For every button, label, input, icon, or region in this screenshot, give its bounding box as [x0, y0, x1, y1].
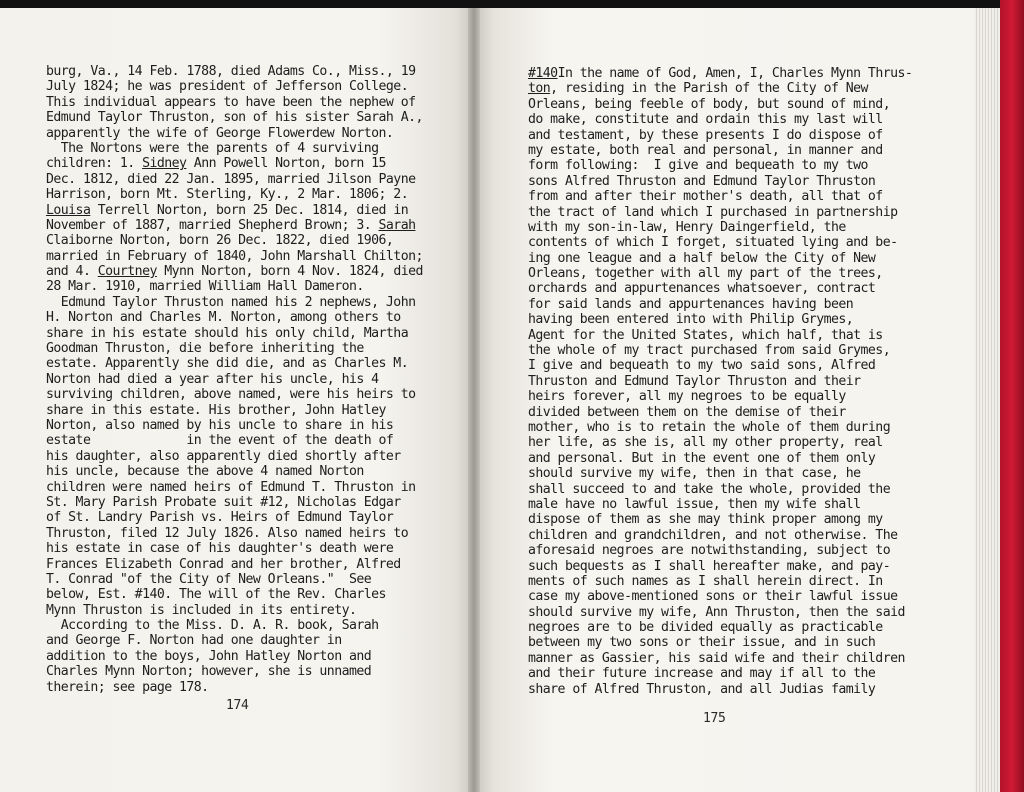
text-line: Frances Elizabeth Conrad and her brother, Alfred	[46, 556, 401, 572]
text-line: burg, Va., 14 Feb. 1788, died Adams Co., Miss., 19	[46, 64, 416, 79]
text-line: below, Est. #140. The will of the Rev. Charles	[46, 587, 386, 603]
text-line: shall succeed to and take the whole, provided the	[528, 481, 891, 497]
text-line: and 4. Courtney Mynn Norton, born 4 Nov. 1824, died	[46, 264, 423, 280]
text-line: estate in the event of the death of	[46, 433, 394, 449]
text-line: manner as Gassier, his said wife and their children	[528, 650, 905, 666]
underlined-word: #140	[528, 66, 558, 81]
text-line: Goodman Thruston, die before inheriting the	[46, 341, 364, 357]
text-line: contents of which I forget, situated lying and be-	[528, 235, 898, 251]
text-line: from and after their mother's death, all that of	[528, 189, 883, 205]
text-line: therein; see page 178.	[46, 679, 209, 695]
text-line: ing one league and a half below the City of New	[528, 250, 876, 266]
text-line: Charles Mynn Norton; however, she is unnamed	[46, 664, 372, 680]
text-line: ments of such names as I shall herein direct. In	[528, 573, 883, 589]
text-line: negroes are to be divided equally as practicable	[528, 620, 883, 636]
text-line: his estate in case of his daughter's death were	[46, 541, 394, 557]
text-line: male have no lawful issue, then my wife shall	[528, 496, 861, 512]
top-shadow	[0, 0, 1000, 8]
text-line: orchards and appurtenances whatsoever, contract	[528, 281, 876, 297]
text-line: share of Alfred Thruston, and all Judias family	[528, 681, 876, 697]
text-line: Claiborne Norton, born 26 Dec. 1822, died 1906,	[46, 233, 394, 249]
text-line: heirs forever, all my negroes to be equally	[528, 389, 846, 405]
text-line: children and grandchildren, and not otherwise. The	[528, 527, 898, 543]
text-line: case my above-mentioned sons or their lawful issue	[528, 589, 898, 605]
text-line: Harrison, born Mt. Sterling, Ky., 2 Mar. 1806; 2.	[46, 187, 409, 203]
page-number-left: 174	[226, 698, 249, 713]
text-line: estate. Apparently she did die, and as Charles M.	[46, 356, 409, 372]
text-line: 28 Mar. 1910, married William Hall Dameron.	[46, 279, 364, 295]
text-line: Dec. 1812, died 22 Jan. 1895, married Jilson Payne	[46, 171, 416, 187]
text-line: Norton had died a year after his uncle, his 4	[46, 371, 379, 387]
text-line: addition to the boys, John Hatley Norton and	[46, 648, 372, 664]
text-line: July 1824; he was president of Jefferson College.	[46, 79, 409, 95]
text-line: form following: I give and bequeath to my two	[528, 158, 868, 174]
text-line: should survive my wife, Ann Thruston, then the said	[528, 604, 905, 620]
text-line: Louisa Terrell Norton, born 25 Dec. 1814, died in	[46, 202, 409, 218]
text-line: sons Alfred Thruston and Edmund Taylor Thruston	[528, 173, 876, 189]
text-line: his uncle, because the above 4 named Norton	[46, 464, 364, 480]
text-line: Mynn Thruston is included in its entirety.	[46, 602, 357, 618]
text-line: his daughter, also apparently died shortly after	[46, 448, 401, 464]
text-line: should survive my wife, then in that case, he	[528, 466, 861, 482]
text-line: children were named heirs of Edmund T. Thruston in	[46, 479, 416, 495]
text-line: divided between them on the demise of their	[528, 404, 846, 420]
text-line: T. Conrad "of the City of New Orleans." See	[46, 571, 372, 587]
text-line: the whole of my tract purchased from said Grymes,	[528, 343, 891, 359]
book-gutter	[468, 8, 480, 792]
text-line: her life, as she is, all my other property, real	[528, 435, 883, 451]
underlined-word: Courtney	[97, 264, 157, 280]
left-page-text	[46, 64, 423, 695]
text-line: I give and bequeath to my two said sons, Alfred	[528, 358, 876, 374]
text-line: dispose of them as she may think proper among my	[528, 512, 883, 528]
text-line: married in February of 1840, John Marshall Chilton;	[46, 248, 423, 264]
text-line: with my son-in-law, Henry Daingerfield, the	[528, 219, 846, 235]
text-line: apparently the wife of George Flowerdew Norton.	[46, 125, 394, 141]
text-line: #140In the name of God, Amen, I, Charles Mynn Thrus-	[528, 66, 913, 81]
text-line: This individual appears to have been the nephew of	[46, 94, 416, 110]
right-page-text	[528, 66, 912, 697]
text-line: Norton, also named by his uncle to share in his	[46, 417, 394, 433]
text-line: and George F. Norton had one daughter in	[46, 633, 342, 649]
text-line: Thruston and Edmund Taylor Thruston and their	[528, 373, 861, 389]
text-line: H. Norton and Charles M. Norton, among others to	[46, 310, 401, 326]
page-edges	[974, 8, 1000, 792]
underlined-word: Louisa	[46, 202, 91, 218]
text-line: and personal. But in the event one of them only	[528, 450, 876, 466]
text-line: St. Mary Parish Probate suit #12, Nicholas Edgar	[46, 494, 401, 510]
underlined-word: Sidney	[142, 156, 187, 172]
text-line: such bequests as I shall hereafter make, and pay-	[528, 558, 891, 574]
text-line: share in this estate. His brother, John Hatley	[46, 402, 386, 418]
text-line: my estate, both real and personal, in manner and	[528, 142, 883, 158]
text-line: surviving children, above named, were his heirs to	[46, 387, 416, 403]
text-line: November of 1887, married Shepherd Brown; 3. Sarah	[46, 217, 416, 233]
text-line: and their future increase and may if all to the	[528, 666, 876, 682]
underlined-word: Sarah	[378, 217, 416, 233]
text-line: children: 1. Sidney Ann Powell Norton, born 15	[46, 156, 386, 172]
text-line: and testament, by these presents I do dispose of	[528, 127, 883, 143]
text-line: of St. Landry Parish vs. Heirs of Edmund Taylor	[46, 510, 394, 526]
text-line: Agent for the United States, which half, that is	[528, 327, 883, 343]
text-line: do make, constitute and ordain this my last will	[528, 112, 883, 128]
page-number-right: 175	[703, 711, 726, 726]
text-line: Orleans, being feeble of body, but sound of mind,	[528, 96, 891, 112]
text-line: Orleans, together with all my part of the trees,	[528, 266, 883, 282]
text-line: Edmund Taylor Thruston named his 2 nephews, John	[46, 294, 416, 310]
text-line: having been entered into with Philip Grymes,	[528, 312, 854, 328]
text-line: the tract of land which I purchased in partnership	[528, 204, 898, 220]
text-line: between my two sons or their issue, and in such	[528, 635, 876, 651]
text-line: The Nortons were the parents of 4 surviving	[46, 140, 379, 156]
text-line: for said lands and appurtenances having been	[528, 296, 854, 312]
text-line: aforesaid negroes are notwithstanding, subject to	[528, 543, 891, 559]
text-line: Edmund Taylor Thruston, son of his sister Sarah A.,	[46, 110, 423, 126]
text-line: mother, who is to retain the whole of them during	[528, 419, 891, 435]
text-line: According to the Miss. D. A. R. book, Sarah	[46, 618, 379, 634]
text-line: share in his estate should his only child, Martha	[46, 325, 409, 341]
text-line: ton, residing in the Parish of the City of New	[528, 81, 868, 97]
text-line: Thruston, filed 12 July 1826. Also named heirs to	[46, 525, 409, 541]
book-cover-edge	[1000, 0, 1024, 792]
underlined-word: ton	[528, 81, 551, 97]
